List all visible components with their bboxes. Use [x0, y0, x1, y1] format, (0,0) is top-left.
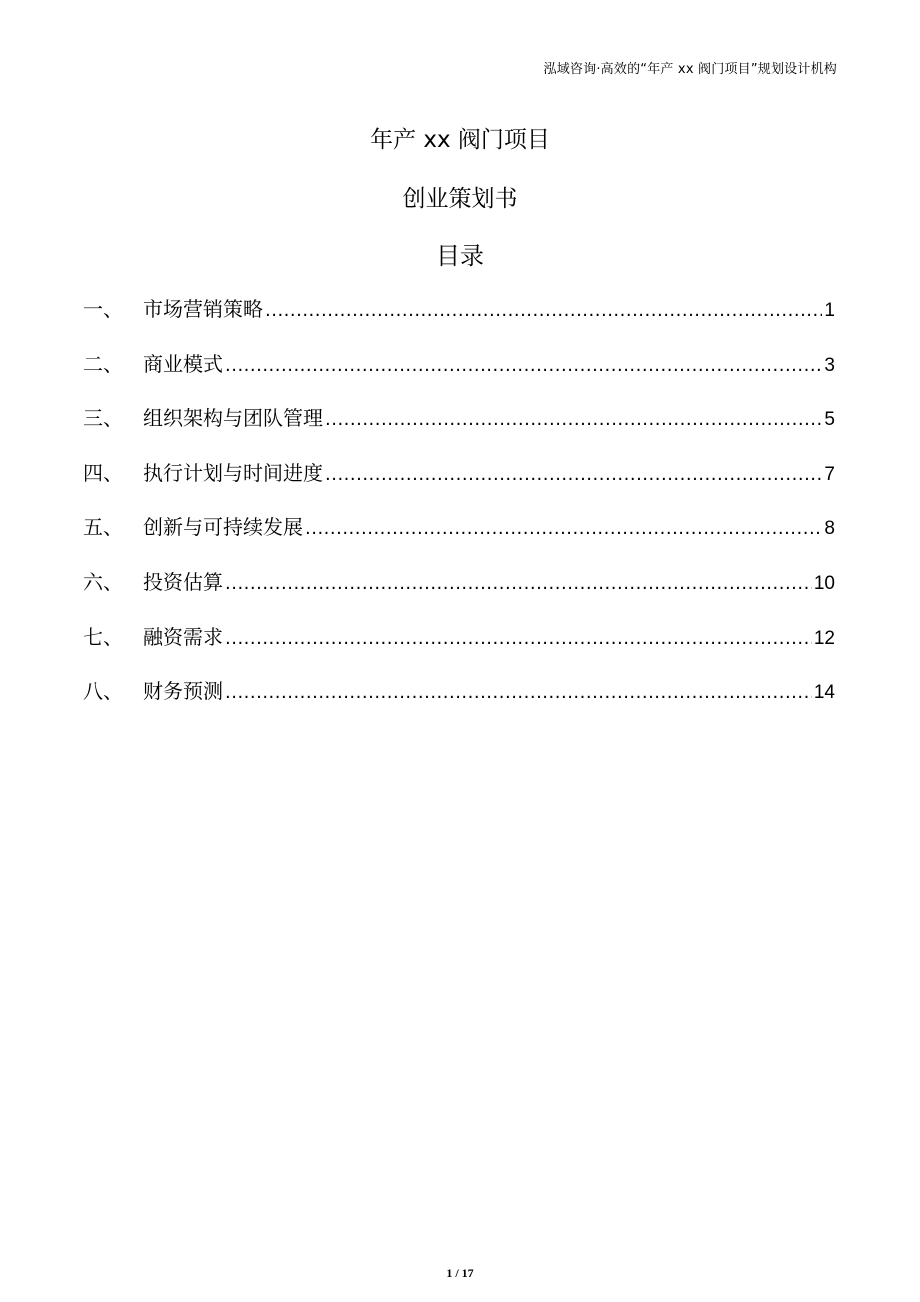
toc-entry-number: 四、 [83, 460, 123, 485]
toc-entry-label: 执行计划与时间进度 [143, 460, 323, 485]
toc-dot-leader [225, 621, 812, 657]
toc-dot-leader [225, 566, 812, 602]
toc-entry-page: 14 [813, 682, 835, 704]
document-title: 年产 xx 阀门项目 [370, 127, 550, 153]
toc-dot-leader [325, 402, 822, 438]
page-number: 1 / 17 [446, 1266, 474, 1280]
toc-entry-page: 3 [824, 354, 835, 376]
toc-entry-label: 市场营销策略 [143, 297, 263, 321]
toc-dot-leader [305, 511, 822, 547]
toc-entry-number: 一、 [83, 297, 123, 321]
toc-entry-page: 12 [813, 627, 835, 649]
toc-entry[interactable] [83, 564, 835, 619]
document-subtitle: 创业策划书 [402, 186, 518, 212]
toc-heading: 目录 [436, 242, 484, 270]
toc-dot-leader [325, 457, 822, 493]
toc-entry-page: 8 [824, 518, 835, 540]
toc-entry[interactable] [83, 673, 835, 728]
toc-entry[interactable] [83, 619, 835, 674]
toc-entry[interactable] [83, 400, 835, 455]
toc-entry-page: 7 [824, 463, 835, 485]
page-header: 泓域咨询·高效的“年产 xx 阀门项目”规划设计机构 [543, 62, 837, 77]
toc-dot-leader [225, 675, 812, 711]
toc-dot-leader [225, 348, 822, 384]
toc-entry-label: 投资估算 [143, 569, 223, 594]
toc-entry-number: 二、 [83, 351, 123, 376]
toc-entry[interactable] [83, 455, 835, 510]
toc-entry[interactable] [83, 291, 835, 346]
toc-dot-leader [265, 293, 822, 329]
toc-entry-label: 组织架构与团队管理 [143, 406, 323, 431]
toc-entry-label: 融资需求 [143, 624, 223, 649]
toc-entry-label: 创新与可持续发展 [143, 515, 303, 540]
toc-entry-page: 5 [824, 409, 835, 431]
toc-entry[interactable] [83, 346, 835, 401]
toc-entry-number: 七、 [83, 624, 123, 649]
table-of-contents [83, 291, 835, 728]
toc-entry-number: 八、 [83, 679, 123, 704]
toc-entry-number: 五、 [83, 515, 123, 540]
toc-entry-label: 商业模式 [143, 351, 223, 376]
toc-entry-page: 1 [824, 300, 835, 321]
toc-entry-page: 10 [813, 572, 835, 594]
toc-entry-number: 三、 [83, 406, 123, 431]
toc-entry-label: 财务预测 [143, 679, 223, 704]
toc-entry[interactable] [83, 509, 835, 564]
toc-entry-number: 六、 [83, 569, 123, 594]
